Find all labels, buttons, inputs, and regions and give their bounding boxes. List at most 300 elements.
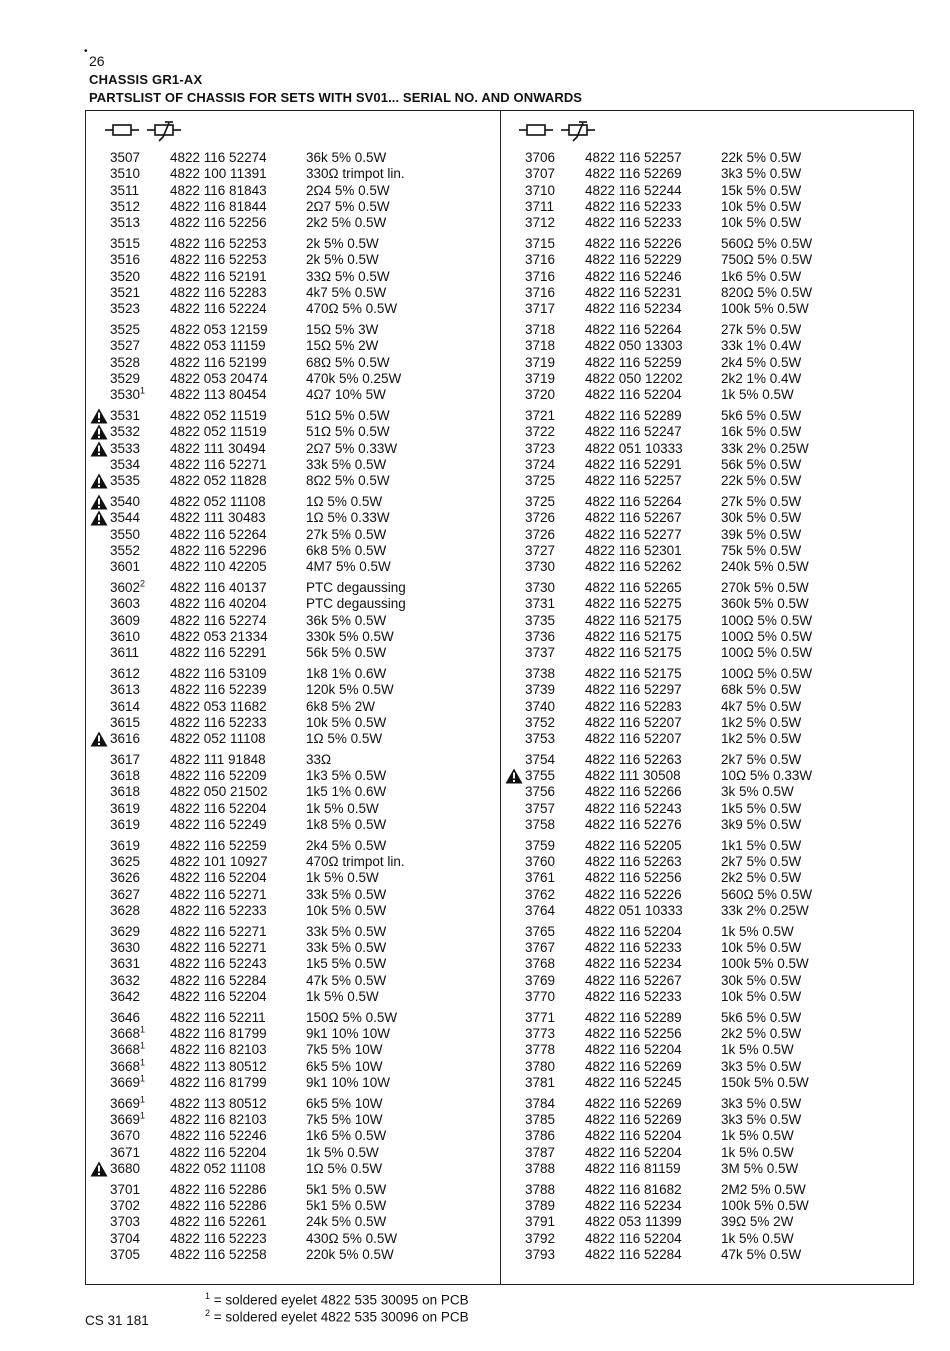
position-number: 3520 <box>110 268 141 284</box>
position-number: 3616 <box>110 731 141 747</box>
position-number: 3769 <box>525 972 556 988</box>
part-number: 4822 116 52274 <box>170 150 267 165</box>
position-number: 3768 <box>525 956 556 972</box>
part-description: 1k5 5% 0.5W <box>721 800 802 816</box>
part-description: 270k 5% 0.5W <box>721 579 809 595</box>
parts-row <box>505 1247 910 1263</box>
part-description: 1k 5% 0.5W <box>306 1144 379 1160</box>
part-number: 4822 052 11519 <box>170 424 267 440</box>
part-description: 100Ω 5% 0.5W <box>721 628 813 644</box>
part-number: 4822 116 52204 <box>585 923 682 939</box>
parts-row <box>90 441 495 457</box>
parts-row <box>90 1182 495 1198</box>
parts-row <box>90 252 495 268</box>
part-number: 4822 053 11682 <box>170 698 267 714</box>
position-number: 3668 <box>110 1026 141 1042</box>
variable-resistor-symbol-icon <box>561 122 595 141</box>
part-description: 15Ω 5% 3W <box>306 321 379 337</box>
part-number: 4822 116 52301 <box>585 542 682 558</box>
part-number: 4822 116 52204 <box>585 1144 682 1160</box>
position-number: 3785 <box>525 1112 556 1128</box>
part-description: PTC degaussing <box>306 596 406 612</box>
position-number: 3627 <box>110 886 141 902</box>
position-number: 3669 <box>110 1095 141 1111</box>
part-number: 4822 116 52175 <box>585 665 682 681</box>
part-number: 4822 116 52269 <box>585 1095 682 1111</box>
parts-row <box>505 1059 910 1075</box>
part-number: 4822 116 52233 <box>585 215 682 231</box>
part-number: 4822 050 21502 <box>170 784 268 800</box>
parts-row <box>505 424 910 440</box>
part-description: 75k 5% 0.5W <box>721 542 802 558</box>
part-number: 4822 116 81799 <box>170 1026 267 1042</box>
parts-row <box>90 1214 495 1230</box>
part-description: 100k 5% 0.5W <box>721 301 809 317</box>
position-number: 3754 <box>525 751 556 767</box>
parts-group <box>90 752 495 833</box>
part-description: 33k 2% 0.25W <box>721 903 809 919</box>
parts-row <box>505 699 910 715</box>
parts-row <box>90 887 495 903</box>
part-number: 4822 116 52262 <box>585 559 682 575</box>
part-number: 4822 116 52207 <box>585 714 682 730</box>
part-number: 4822 116 52209 <box>170 768 267 784</box>
part-description: 2Ω7 5% 0.33W <box>306 440 398 456</box>
position-number: 3532 <box>110 424 141 440</box>
parts-row <box>90 854 495 870</box>
part-description: 100k 5% 0.5W <box>721 1198 809 1214</box>
part-description: 47k 5% 0.5W <box>306 972 387 988</box>
part-description: 360k 5% 0.5W <box>721 596 809 612</box>
parts-row <box>90 580 495 596</box>
safety-marker <box>90 1161 108 1181</box>
part-description: 1Ω 5% 0.5W <box>306 1161 383 1177</box>
parts-row <box>505 457 910 473</box>
part-number: 4822 111 30508 <box>585 768 681 784</box>
footnote-marker: 1 <box>140 1024 146 1035</box>
part-number: 4822 116 52266 <box>585 784 682 800</box>
part-number: 4822 116 52233 <box>585 198 682 214</box>
parts-row <box>505 1161 910 1177</box>
part-description: 1k2 5% 0.5W <box>721 731 802 747</box>
position-number: 3752 <box>525 714 556 730</box>
parts-group <box>505 322 910 403</box>
part-description: 6k8 5% 0.5W <box>306 542 387 558</box>
part-description: 10k 5% 0.5W <box>721 198 802 214</box>
part-number: 4822 113 80512 <box>170 1058 267 1074</box>
position-number: 3704 <box>110 1230 141 1246</box>
position-number: 3727 <box>525 542 556 558</box>
parts-row <box>505 285 910 301</box>
partslist-subtitle: PARTSLIST OF CHASSIS FOR SETS WITH SV01... SERIAL NO. AND ONWARDS <box>89 90 583 105</box>
part-number: 4822 116 81682 <box>585 1181 682 1197</box>
parts-row <box>90 699 495 715</box>
part-number: 4822 116 52263 <box>585 751 682 767</box>
part-number: 4822 116 52204 <box>170 1144 267 1160</box>
part-number: 4822 116 52204 <box>585 1230 682 1246</box>
footnote-marker: 1 <box>140 385 146 396</box>
part-number: 4822 116 52284 <box>585 1247 682 1262</box>
part-description: 2k 5% 0.5W <box>306 252 379 268</box>
part-description: 100Ω 5% 0.5W <box>721 645 813 661</box>
position-number: 3707 <box>525 166 556 182</box>
position-number: 3792 <box>525 1230 556 1246</box>
parts-row <box>505 494 910 510</box>
part-description: 240k 5% 0.5W <box>721 559 809 575</box>
part-description: 100Ω 5% 0.5W <box>721 665 813 681</box>
part-number: 4822 116 52234 <box>585 956 682 972</box>
parts-row <box>505 1075 910 1091</box>
parts-row <box>90 1096 495 1112</box>
footnote-marker: 1 <box>140 1094 146 1105</box>
parts-row <box>90 285 495 301</box>
parts-row <box>90 989 495 1005</box>
part-number: 4822 116 52231 <box>585 284 682 300</box>
parts-row <box>505 887 910 903</box>
part-description: 2k2 5% 0.5W <box>721 870 802 886</box>
resistor-symbols-left <box>103 117 193 143</box>
part-description: 22k 5% 0.5W <box>721 473 802 489</box>
part-number: 4822 116 52256 <box>585 870 682 886</box>
parts-group <box>90 236 495 317</box>
parts-row <box>90 150 495 166</box>
part-description: 560Ω 5% 0.5W <box>721 886 813 902</box>
part-description: 15Ω 5% 2W <box>306 338 379 354</box>
safety-marker <box>90 731 108 751</box>
position-cell <box>110 1075 145 1091</box>
parts-row <box>505 473 910 489</box>
position-number: 3544 <box>110 510 141 526</box>
parts-row <box>90 817 495 833</box>
parts-row <box>505 441 910 457</box>
footnote-2 <box>205 1308 469 1325</box>
position-number: 3521 <box>110 284 141 300</box>
resistor-symbols-right <box>517 117 607 143</box>
part-description: 10Ω 5% 0.33W <box>721 768 813 784</box>
position-number: 3618 <box>110 768 141 784</box>
part-number: 4822 116 52229 <box>585 252 682 268</box>
position-number: 3711 <box>525 198 555 214</box>
parts-group <box>90 1096 495 1177</box>
part-number: 4822 053 11159 <box>170 338 266 354</box>
parts-row <box>90 666 495 682</box>
part-description: 30k 5% 0.5W <box>721 972 802 988</box>
part-description: 10k 5% 0.5W <box>721 215 802 231</box>
parts-row <box>505 666 910 682</box>
part-description: 220k 5% 0.5W <box>306 1247 394 1262</box>
footnote-marker: 1 <box>140 1110 146 1121</box>
parts-row <box>505 543 910 559</box>
part-number: 4822 111 30483 <box>170 510 266 526</box>
position-number: 3646 <box>110 1009 141 1025</box>
part-description: 1k 5% 0.5W <box>306 800 379 816</box>
part-description: 1k 5% 0.5W <box>721 1144 794 1160</box>
part-number: 4822 116 52246 <box>170 1128 267 1144</box>
part-description: 30k 5% 0.5W <box>721 510 802 526</box>
position-number: 3632 <box>110 972 141 988</box>
parts-row <box>505 817 910 833</box>
parts-row <box>90 956 495 972</box>
parts-row <box>90 1075 495 1091</box>
parts-row <box>90 527 495 543</box>
part-description: 15k 5% 0.5W <box>721 182 802 198</box>
position-number: 3703 <box>110 1214 141 1230</box>
parts-row <box>90 322 495 338</box>
parts-row <box>90 768 495 784</box>
part-number: 4822 116 81843 <box>170 182 267 198</box>
parts-row <box>90 1059 495 1075</box>
warning-triangle-icon <box>90 424 108 440</box>
part-number: 4822 052 11108 <box>170 731 266 747</box>
position-number: 3721 <box>525 407 556 423</box>
parts-row <box>90 510 495 526</box>
parts-group <box>505 1182 910 1263</box>
part-description: 1Ω 5% 0.5W <box>306 731 383 747</box>
parts-row <box>505 682 910 698</box>
parts-row <box>505 387 910 403</box>
parts-group <box>90 322 495 403</box>
part-description: 27k 5% 0.5W <box>306 526 387 542</box>
part-description: 24k 5% 0.5W <box>306 1214 387 1230</box>
part-number: 4822 116 52256 <box>170 215 267 231</box>
part-description: 9k1 10% 10W <box>306 1026 391 1042</box>
parts-row <box>505 580 910 596</box>
part-number: 4822 116 52284 <box>170 972 267 988</box>
part-description: 10k 5% 0.5W <box>721 989 802 1005</box>
part-description: 4k7 5% 0.5W <box>721 698 802 714</box>
position-number: 3761 <box>525 870 556 886</box>
position-number: 3619 <box>110 800 141 816</box>
position-number: 3736 <box>525 628 556 644</box>
parts-row <box>90 801 495 817</box>
warning-triangle-icon <box>90 1161 108 1177</box>
parts-row <box>505 1026 910 1042</box>
parts-row <box>505 408 910 424</box>
position-number: 3610 <box>110 628 141 644</box>
part-description: 100k 5% 0.5W <box>721 956 809 972</box>
document-code: CS 31 181 <box>85 1313 149 1328</box>
position-number: 3787 <box>525 1144 556 1160</box>
parts-row <box>90 408 495 424</box>
part-number: 4822 116 52269 <box>585 1058 682 1074</box>
position-number: 3619 <box>110 817 141 833</box>
part-description: 1k5 5% 0.5W <box>306 956 387 972</box>
parts-row <box>505 752 910 768</box>
parts-row <box>505 1145 910 1161</box>
position-number: 3716 <box>525 284 556 300</box>
parts-row <box>90 838 495 854</box>
parts-row <box>90 596 495 612</box>
part-description: 150Ω 5% 0.5W <box>306 1009 398 1025</box>
part-description: 330Ω trimpot lin. <box>306 166 405 182</box>
part-number: 4822 116 52269 <box>585 1112 682 1128</box>
position-cell <box>110 387 145 403</box>
part-number: 4822 116 52253 <box>170 235 267 251</box>
part-number: 4822 116 52204 <box>170 800 267 816</box>
parts-row <box>505 1112 910 1128</box>
part-description: 39Ω 5% 2W <box>721 1214 794 1230</box>
part-number: 4822 116 52264 <box>585 493 682 509</box>
position-number: 3712 <box>525 215 556 231</box>
part-number: 4822 116 52263 <box>585 854 682 870</box>
column-divider <box>500 110 501 1285</box>
part-description: 560Ω 5% 0.5W <box>721 235 813 251</box>
position-number: 3725 <box>525 493 556 509</box>
parts-row <box>505 613 910 629</box>
position-number: 3670 <box>110 1128 141 1144</box>
part-description: 5k1 5% 0.5W <box>306 1181 387 1197</box>
parts-group <box>90 494 495 575</box>
part-number: 4822 116 52243 <box>585 800 682 816</box>
part-description: 1k1 5% 0.5W <box>721 837 802 853</box>
footnote-marker: 2 <box>205 1308 211 1318</box>
parts-group <box>505 666 910 747</box>
position-number: 3642 <box>110 989 141 1005</box>
parts-row <box>505 355 910 371</box>
parts-group <box>505 838 910 919</box>
parts-row <box>505 215 910 231</box>
part-number: 4822 116 52264 <box>585 321 682 337</box>
parts-row <box>505 924 910 940</box>
part-description: 51Ω 5% 0.5W <box>306 407 390 423</box>
parts-row <box>90 236 495 252</box>
position-number: 3612 <box>110 665 141 681</box>
part-description: 27k 5% 0.5W <box>721 493 802 509</box>
part-description: 1k 5% 0.5W <box>721 1042 794 1058</box>
part-description: 3k3 5% 0.5W <box>721 1112 802 1128</box>
position-number: 3778 <box>525 1042 556 1058</box>
part-description: 33k 5% 0.5W <box>306 886 387 902</box>
position-number: 3716 <box>525 268 556 284</box>
part-number: 4822 116 52259 <box>170 837 267 853</box>
part-description: 5k6 5% 0.5W <box>721 407 802 423</box>
part-number: 4822 116 52259 <box>585 354 682 370</box>
part-number: 4822 052 11108 <box>170 1161 266 1177</box>
position-number: 3669 <box>110 1075 141 1091</box>
part-number: 4822 052 11519 <box>170 407 267 423</box>
part-description: 36k 5% 0.5W <box>306 150 387 165</box>
parts-row <box>90 682 495 698</box>
position-number: 3739 <box>525 682 556 698</box>
footnote-marker: 1 <box>140 1040 146 1051</box>
position-number: 3781 <box>525 1075 556 1091</box>
parts-row <box>90 924 495 940</box>
parts-row <box>90 903 495 919</box>
part-number: 4822 116 52265 <box>585 579 682 595</box>
part-number: 4822 116 52271 <box>170 923 267 939</box>
position-number: 3760 <box>525 854 556 870</box>
parts-group <box>90 408 495 489</box>
position-number: 3602 <box>110 579 141 595</box>
footnote-marker: 1 <box>140 1057 146 1068</box>
part-number: 4822 116 52234 <box>585 301 682 317</box>
part-number: 4822 116 40204 <box>170 596 267 612</box>
part-description: 7k5 5% 10W <box>306 1112 383 1128</box>
parts-row <box>90 387 495 403</box>
parts-column-right <box>505 150 910 1268</box>
position-number: 3614 <box>110 698 141 714</box>
part-number: 4822 053 11399 <box>585 1214 682 1230</box>
part-number: 4822 116 82103 <box>170 1042 267 1058</box>
part-description: 820Ω 5% 0.5W <box>721 284 813 300</box>
part-description: 120k 5% 0.5W <box>306 682 394 698</box>
part-description: 10k 5% 0.5W <box>306 903 387 919</box>
part-description: 33k 5% 0.5W <box>306 940 387 956</box>
parts-group <box>505 752 910 833</box>
part-description: 33Ω 5% 0.5W <box>306 268 390 284</box>
position-number: 3723 <box>525 440 556 456</box>
part-description: 33k 5% 0.5W <box>306 456 387 472</box>
position-number: 3513 <box>110 215 141 231</box>
parts-row <box>505 252 910 268</box>
position-number: 3552 <box>110 542 141 558</box>
position-number: 3609 <box>110 612 141 628</box>
position-number: 3793 <box>525 1247 556 1262</box>
part-number: 4822 116 52267 <box>585 510 682 526</box>
position-number: 3719 <box>525 354 556 370</box>
part-description: 1k 5% 0.5W <box>306 870 379 886</box>
part-number: 4822 116 52233 <box>585 989 682 1005</box>
parts-row <box>505 338 910 354</box>
position-number: 3702 <box>110 1198 141 1214</box>
footnote-marker: 1 <box>140 1073 146 1084</box>
part-number: 4822 116 52269 <box>585 166 682 182</box>
part-number: 4822 116 52233 <box>170 903 267 919</box>
position-number: 3762 <box>525 886 556 902</box>
part-number: 4822 051 10333 <box>585 440 683 456</box>
parts-group <box>90 1010 495 1091</box>
position-number: 3731 <box>525 596 556 612</box>
part-description: 3k9 5% 0.5W <box>721 817 802 833</box>
parts-row <box>505 322 910 338</box>
position-number: 3531 <box>110 407 141 423</box>
part-description: 22k 5% 0.5W <box>721 150 802 165</box>
parts-row <box>505 236 910 252</box>
part-number: 4822 116 52271 <box>170 456 267 472</box>
position-number: 3601 <box>110 559 141 575</box>
part-number: 4822 050 12202 <box>585 370 683 386</box>
part-description: 5k1 5% 0.5W <box>306 1198 387 1214</box>
position-number: 3631 <box>110 956 141 972</box>
part-number: 4822 116 52204 <box>170 870 267 886</box>
part-description: 330k 5% 0.5W <box>306 628 394 644</box>
parts-row <box>90 1128 495 1144</box>
position-cell <box>110 1112 145 1128</box>
footnote-marker: 1 <box>205 1291 211 1301</box>
position-cell <box>110 580 145 596</box>
position-number: 3626 <box>110 870 141 886</box>
part-number: 4822 116 52199 <box>170 354 267 370</box>
parts-row <box>90 629 495 645</box>
position-number: 3720 <box>525 387 556 403</box>
position-number: 3788 <box>525 1181 556 1197</box>
part-description: 9k1 10% 10W <box>306 1075 391 1091</box>
position-number: 3737 <box>525 645 556 661</box>
part-description: 2k 5% 0.5W <box>306 235 379 251</box>
part-description: 2k4 5% 0.5W <box>306 837 387 853</box>
part-number: 4822 116 52283 <box>585 698 682 714</box>
page-number: 26 <box>89 53 105 69</box>
resistor-symbol-icon <box>519 125 553 135</box>
parts-row <box>90 1026 495 1042</box>
parts-row <box>505 715 910 731</box>
part-description: 150k 5% 0.5W <box>721 1075 809 1091</box>
parts-row <box>90 973 495 989</box>
part-number: 4822 116 52271 <box>170 940 267 956</box>
part-number: 4822 116 52258 <box>170 1247 267 1262</box>
warning-triangle-icon <box>90 510 108 526</box>
variable-resistor-symbol-icon <box>147 122 181 141</box>
